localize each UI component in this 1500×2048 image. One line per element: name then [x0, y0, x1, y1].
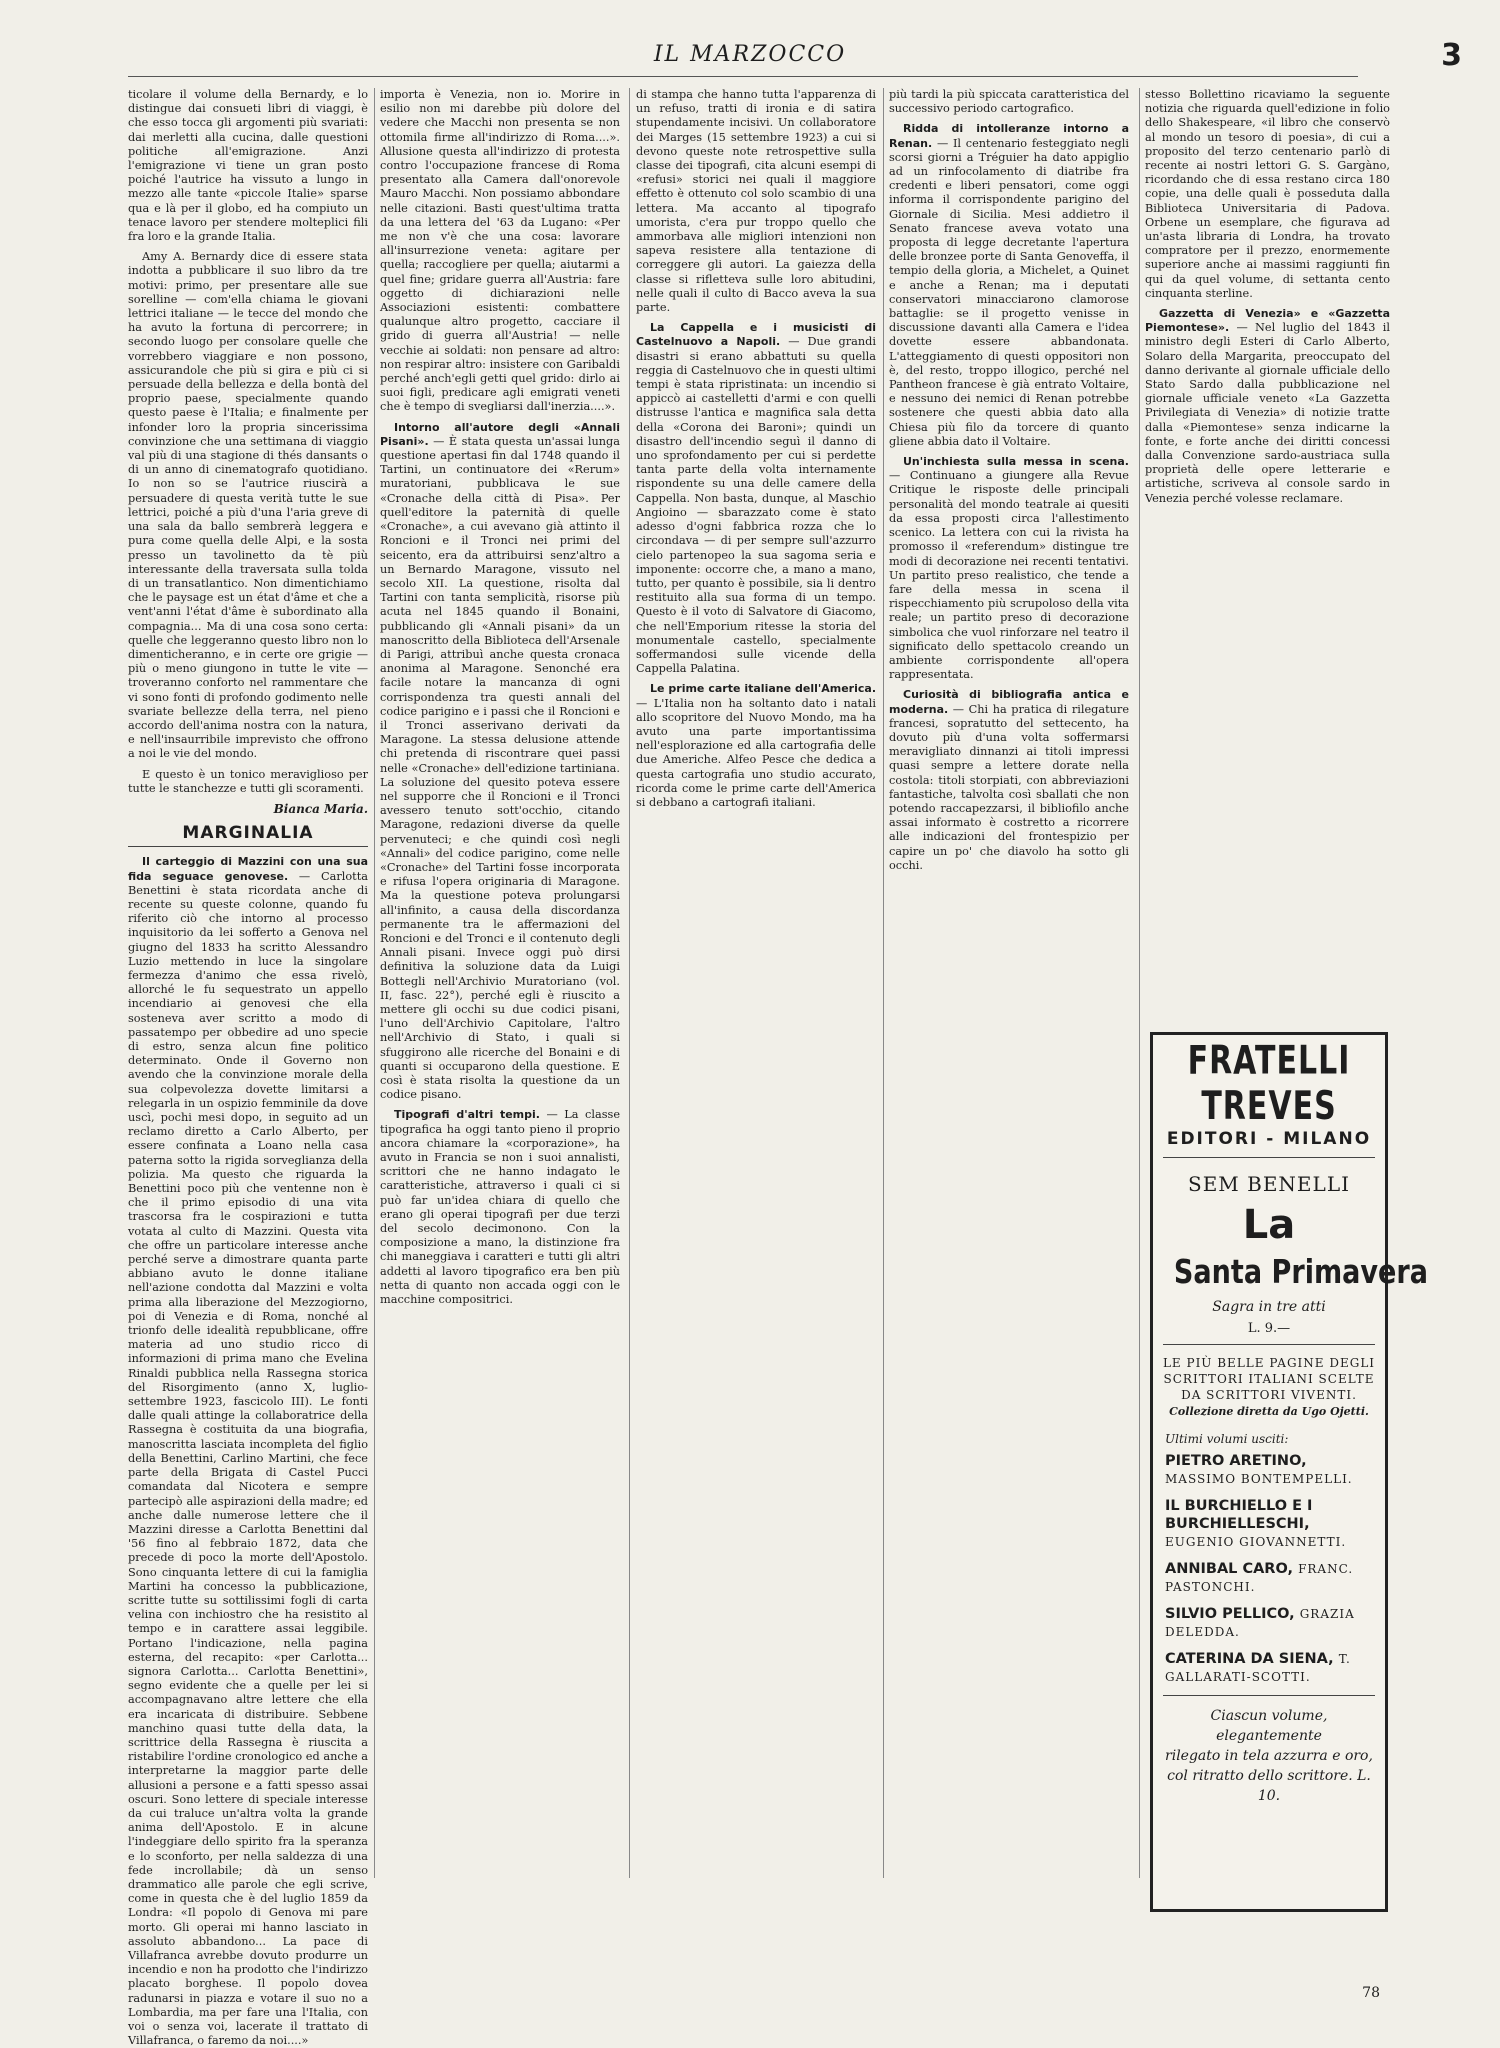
series-title-line: LE PIÙ BELLE PAGINE DEGLI	[1162, 1356, 1376, 1370]
publisher-advertisement	[1150, 1032, 1429, 1912]
volume-editor: FRANC. PASTONCHI.	[1165, 1562, 1354, 1594]
item-text: — Due grandi disastri si erano abbattuti su quella reggia di Castelnuovo che in questi ultimi tempi è stata ripristinata: un incendio si appiccò ai castelletti d'armi e con quelli distrusse l'antica e magnifica sala detta della «Corona dei Baroni»; quindi un disastro dell'incendio seguì il danno di uno sprofondamento per cui si perdette tanta parte della volta internamente rispondente su una delle camere della Cappella. Non basta, dunque, al Maschio Angioino — sbarazzato come è stato adesso d'ogni fabbrica rozza che lo circondava — di per sempre sull'azzurro cielo partenopeo la sua sagoma seria e imponente: occorre che, a mano a mano, tutto, per quanto è possibile, sia li dentro restituito alla sua forma di un tempo. Questo è il voto di Salvatore di Giacomo, che nell'Emporium ritesse la storia del monumentale castello, specialmente soffermandosi sulle vicende della Cappella Palatina.	[636, 335, 876, 676]
item-text: — Continuano a giungere alla Revue Critique le risposte delle principali personalità del mondo teatrale ai quesiti da essa proposti circa l'allestimento scenico. La lettera con cui la rivista ha promosso il «referendum» distingue tre modi di decorazione nei recenti tentativi. Un partito preso realistico, che tende a fare della messa in scena il rispecchiamento più scrupoloso della vita reale; un partito preso di decorazione simbolica che vuol rinforzare nel teatro il significato dello spettacolo creando un ambiente corrispondente all'opera rappresentata.	[889, 469, 1129, 682]
item-text: — La classe tipografica ha oggi tanto pieno il proprio ancora chiamare la «corporazione», ha avuto in Francia se non i suoi annalisti, scrittori che ne hanno indagato le caratteristiche, attraverso i quali ci si può far un'idea chiara di quello che erano gli operai tipografi per due terzi del secolo decimonono. Con la composizione a mano, la distinzione fra chi maneggiava i caratteri e tutti gli altri addetti al lavoro tipografico era ben più netta di quanto non accada oggi con le macchine compositrici.	[380, 1108, 621, 1307]
article-paragraph: ticolare il volume della Bernardy, e lo distingue dai consueti libri di viaggi, è che esso tocca gli argomenti più svariati: dai merletti alla cucina, dalle questioni politiche all'emigrazione. Anzi l'emigrazione vi tiene un gran posto poiché l'autrice ha vissuto a lungo in mezzo alle tante «piccole Italie» sparse qua e là per il globo, ed ha compiuto un tenace lavoro per stendere molteplici fili fra loro e la grande Italia.	[128, 88, 368, 244]
volume-title: CATERINA DA SIENA,	[1165, 1651, 1334, 1667]
column-1	[128, 88, 368, 2048]
item-text: — Il centenario festeggiato negli scorsi giorni a Tréguier ha dato appiglio ad un rinfocolamento di diatribe fra credenti e liberi pensatori, come oggi informa il corrispondente parigino del Giornale di Sicilia. Mesi addietro il Senato francese aveva votato una proposta di legge decretante l'apertura delle bronzee porte di Santa Genoveffa, il tempio della gloria, a Michelet, a Quinet e anche a Renan; ma i deputati conservatori minacciarono clamorose battaglie: se il progetto venisse in discussione davanti alla Camera e l'idea dovette essere abbandonata. L'atteggiamento di questi oppositori non è, del resto, troppo illogico, perché nel Pantheon francese è già entrato Voltaire, e nessuno dei nemici di Renan potrebbe sostenere che questi abbia dato alla Chiesa più filo da torcere di quanto gliene abbia dato il Voltaire.	[889, 136, 1129, 448]
page-number: 3	[1441, 38, 1462, 73]
publisher-city: EDITORI - MILANO	[1166, 1129, 1372, 1149]
ad-genre: Sagra in tre atti	[1212, 1299, 1326, 1315]
item-title: Gazzetta di Venezia» e «Gazzetta Piemontese».	[1145, 307, 1390, 335]
list-item	[1165, 1497, 1373, 1551]
ad-footer-line: rilegato in tela azzurra e oro,	[1165, 1748, 1373, 1764]
header-rule	[128, 76, 1358, 77]
ad-price: L. 9.—	[1247, 1321, 1291, 1336]
series-title-line: DA SCRITTORI VIVENTI.	[1181, 1388, 1357, 1402]
item-title: Curiosità di bibliografia antica e moderna.	[889, 688, 1129, 716]
item-title: Le prime carte italiane dell'America.	[650, 682, 876, 696]
article-signature: Bianca Maria.	[273, 801, 368, 816]
volume-title: IL BURCHIELLO E I BURCHIELLESCHI,	[1165, 1498, 1313, 1532]
ad-footer-line: Ciascun volume, elegantemente	[1210, 1708, 1328, 1744]
list-item	[1165, 1650, 1373, 1686]
article-paragraph: importa è Venezia, non io. Morire in esilio non mi darebbe più dolore del vedere che Macchi non presenta se non ottomila firme all'indirizzo di Roma....». Allusione questa all'indirizzo di protesta contro l'occupazione francese di Roma presentato alla Camera dall'onorevole Mauro Macchi. Non possiamo abbondare nelle citazioni. Basti quest'ultima tratta da una lettera del '63 da Lugano: «Per me non v'è che una cosa: lavorare all'insurrezione veneta: agitare per quella; raccogliere per quella; aiutarmi a quel fine; gridare guerra all'Austria: fare oggetto di dichiarazioni nelle Associazioni esistenti: combattere qualunque altro progetto, cacciare il grido di guerra all'Austria! — nelle vecchie ai soldati: non pensare ad altro: non respirar altro: insistere con Garibaldi perché anch'egli getti quel grido: dirlo ai suoi figli, predicare agli emigrati veneti che è tempo di svegliarsi dall'inerzia....».	[380, 88, 620, 414]
ad-footer-line: col ritratto dello scrittore. L. 10.	[1167, 1768, 1371, 1804]
list-item	[1165, 1560, 1373, 1596]
item-title: Un'inchiesta sulla messa in scena.	[903, 455, 1129, 469]
article-paragraph: più tardi la più spiccata caratteristica del successivo periodo cartografico.	[889, 88, 1129, 116]
article-paragraph: E questo è un tonico meraviglioso per tutte le stanchezze e tutti gli scoramenti.	[128, 767, 368, 795]
item-text: — Nel luglio del 1843 il ministro degli Esteri di Carlo Alberto, Solaro della Margarita, preoccupato del danno derivante al giornale ufficiale dello Stato Sardo dalla pubblicazione nel giornale ufficiale veneto «La Gazzetta Privilegiata di Venezia» di notizie tratte dalla «Piemontese» senza indicarne la fonte, e forte anche dei diritti concessi dalla Convenzione sardo-austriaca sulla proprietà delle opere letterarie e artistiche, scriveva al console sardo in Venezia perché volesse reclamare.	[1145, 321, 1391, 505]
article-paragraph: Amy A. Bernardy dice di essere stata indotta a pubblicare il suo libro da tre motivi: primo, per presentare alle sue sorelline — com'ella chiama le giovani lettrici italiane — le tecce del mondo che ha avuto la fortuna di percorrere; in secondo luogo per consolare quelle che vorrebbero viaggiare e non possono, assicurandole che più si gira e più ci si persuade della bellezza e della bontà del proprio paese, specialmente quando questo paese è l'Italia; e finalmente per infonder loro la propria sincerissima convinzione che una settimana di viaggio val più di una stagione di thés dansants o di un anno di cinematografo quotidiano. Io non so se l'autrice riuscirà a persuadere di questa verità tutte le sue lettrici, poiché a più d'una l'aria greve di una sala da ballo sembrerà leggera e pura come quella delle Alpi, e la sosta presso un tavolinetto da tè più interessante della traversata sulla tolda di un transatlantico. Non dimentichiamo che le paysage est un état d'âme et che a vent'anni l'état d'âme è subordinato alla compagnia... Ma di una cosa sono certa: quelle che leggeranno questo libro non lo dimenticheranno, e in certe ore grigie — più o meno giungono in tutte le vite — troveranno conforto nel rammentare che vi sono fonti di profondo godimento nelle svariate bellezze della terra, nel pieno accordo dell'anima nostra con la natura, e nell'insaurribile imprevisto che offrono a noi le vie del mondo.	[128, 250, 368, 761]
volume-editor: MASSIMO BONTEMPELLI.	[1165, 1472, 1353, 1486]
column-divider	[374, 88, 375, 1878]
item-text: — Chi ha pratica di rilegature francesi, sopratutto del settecento, ha dovuto più d'una volta soffermarsi meravigliato dinnanzi ai titoli impressi quasi sempre a lettere dorate nella costola: titoli storpiati, con abbreviazioni fantastiche, talvolta così sballati che non potendo raccapezzarsi, il bibliofilo anche assai informato è costretto a ricorrere alle indicazioni del frontespizio per capire un po' che diavolo ha sotto gli occhi.	[889, 702, 1129, 872]
ad-work-title: Santa Primavera	[1173, 1252, 1429, 1291]
ad-work-title: La	[1242, 1202, 1296, 1248]
column-5	[1145, 88, 1390, 1018]
list-item	[1165, 1605, 1373, 1641]
item-title: Tipografi d'altri tempi.	[394, 1108, 540, 1122]
publisher-name: FRATELLI TREVES	[1187, 1038, 1351, 1130]
column-2	[380, 88, 620, 1878]
ad-rule	[1163, 1695, 1375, 1696]
newspaper-title: IL MARZOCCO	[653, 42, 847, 67]
article-paragraph: di stampa che hanno tutta l'apparenza di un refuso, tratti di ironia e di satira stupendamente incisivi. Un collaboratore dei Marges (15 settembre 1923) a cui si devono queste note retrospettive sulla classe dei tipografi, cita alcuni esempi di «refusi» storici nei quali il maggiore effetto è ottenuto col solo scambio di una lettera. Ma accanto al tipografo umorista, c'era pur troppo quello che ammorbava alle migliori intenzioni non sapeva resistere alla tentazione di correggere gli autori. La gaiezza della classe si rifletteva sulle loro abitudini, nelle quali il culto di Bacco aveva la sua parte.	[636, 88, 876, 315]
column-divider	[629, 88, 630, 1878]
column-3	[636, 88, 876, 1878]
item-text: — Carlotta Benettini è stata ricordata anche di recente su queste colonne, quando fu riferito ciò che intorno al processo inquisitorio da lei sofferto a Genova nel giugno del 1833 ha scritto Alessandro Luzio mettendo in luce la singolare fermezza d'animo che essa rivelò, allorché le fu sequestrato un appello incendiario ai genovesi che ella sosteneva aver scritto a modo di passatempo per obbedire ad uno specie di estro, senza alcun fine politico determinato. Onde il Governo non avendo che la convinzione morale della sua colpevolezza dovette limitarsi a relegarla in un ospizio femminile da dove uscì, pochi mesi dopo, in seguito ad un reclamo diretto a Carlo Alberto, per essere confinata a Loano nella casa paterna sotto la rigida sorveglianza della polizia. Ma questo che riguarda la Benettini poco più che ventenne non è che il primo episodio di una vita trascorsa fra le cospirazioni e tutta votata al culto di Mazzini. Questa vita che offre un particolare interesse anche perché serve a dimostrare quanta parte abbiano avuto le donne italiane nell'azione condotta dal Mazzini e volta prima alla liberazione del Mezzogiorno, poi di Venezia e di Roma, nonché al trionfo delle idealità repubblicane, offre materia ad uno studio ricco di informazioni di prima mano che Evelina Rinaldi pubblica nella Rassegna storica del Risorgimento (anno X, luglio-settembre 1923, fascicolo III). Le fonti dalle quali attinge la collaboratrice della Rassegna è costituita da una biografia, manoscritta lasciata incompleta del figlio della Benettini, Carlino Martini, che fece parte della Brigata di Castel Pucci comandata dal Nicotera e sempre partecipò alle aspirazioni della madre; ed anche dalle numerose lettere che il Mazzini diresse a Carlotta Benettini dal '56 fino al febbraio 1872, data che precede di poco la morte dell'Apostolo. Sono cinquanta lettere di cui la famiglia Martini ha concesso la pubblicazione, scritte tutte su sottilissimi fogli di carta velina con inchiostro che ha resistito al tempo e in carattere assai leggibile. Portano l'indicazione, nella pagina esterna, del recapito: «per Carlotta... signora Carlotta... Carlotta Benettini», segno evidente che a quelle per lei si accompagnavano altre lettere che ella era incaricata di distribuire. Sebbene manchino quasi tutte della data, la scrittrice della Rassegna è riuscita a ristabilire l'ordine cronologico ed anche a interpretarne la maggior parte delle allusioni a persone e a fatti spesso assai oscuri. Sono lettere di speciale interesse da cui traluce un'altra volta la grande anima dell'Apostolo. E in alcune l'indeggiare dello spirito fra la speranza e lo sconforto, per nella saldezza di una fede incrollabile; dà un senso drammatico alle parole che egli scrive, come in questa che è del luglio 1859 da Londra: «Il popolo di Genova mi pare morto. Gli operai mi hanno lasciato in assoluto abbandono... La pace di Villafranca avrebbe dovuto produrre un incendio e non ha prodotto che l'indirizzo placato borghese. Il popolo dovea radunarsi in piazza e votare il suo no a Lombardia, ma per fare una l'Italia, con voi o senza voi, lacerate il trattato di Villafranca, o faremo da noi....»	[128, 869, 368, 2048]
item-title: Ridda di intolleranze intorno a Renan.	[889, 122, 1129, 150]
ad-rule	[1163, 1344, 1375, 1345]
ad-author: SEM BENELLI	[1188, 1172, 1350, 1196]
section-rule	[128, 846, 368, 847]
item-title: Il carteggio di Mazzini con una sua fida seguace genovese.	[128, 855, 368, 883]
item-title: La Cappella e i musicisti di Castelnuovo a Napoli.	[636, 321, 876, 349]
article-paragraph: stesso Bollettino ricaviamo la seguente notizia che riguarda quell'edizione in folio dello Shakespeare, «il libro che conservò al mondo un tesoro di poesia», di cui a proposito del terzo centenario parlò di recente ai nostri lettori G. S. Gargàno, ricordando che di essa restano circa 180 copie, una delle quali è posseduta dalla Biblioteca Universitaria di Padova. Orbene un esemplare, che figurava ad un'asta libraria di Londra, ha trovato compratore per il prezzo, enormemente superiore anche ai massimi raggiunti fin qui da quel volume, di settanta cento cinquanta sterline.	[1145, 88, 1390, 300]
volume-list	[1153, 1452, 1385, 1686]
item-title: Intorno all'autore degli «Annali Pisani».	[380, 420, 620, 448]
ad-rule	[1163, 1157, 1375, 1158]
ad-footer	[1153, 1706, 1385, 1806]
section-heading: MARGINALIA	[182, 823, 314, 844]
list-item	[1165, 1452, 1373, 1488]
series-director: Collezione diretta da Ugo Ojetti.	[1169, 1405, 1369, 1418]
volume-editor: GRAZIA DELEDDA.	[1165, 1607, 1355, 1639]
latest-volumes-label: Ultimi volumi usciti:	[1165, 1432, 1289, 1446]
item-text: — È stata questa un'assai lunga questione apertasi fin dal 1748 quando il Tartini, un continuatore dei «Rerum» muratoriani, pubblicava le sue «Cronache della città di Pisa». Per quell'editore la paternità di quelle «Cronache», a cui avevano già attinto il Roncioni e il Tronci nei primi del seicento, era da attribuirsi senz'altro a un Bernardo Maragone, vissuto nel secolo XII. La questione, risolta dal Tartini con tanta semplicità, risorse più acuta nel 1845 quando il Bonaini, pubblicando gli «Annali pisani» da un manoscritto della Biblioteca dell'Arsenale di Parigi, attribuì anche questa cronaca anonima al Maragone. Senonché era facile notare la mancanza di ogni corrispondenza tra questi annali del codice parigino e i passi che il Roncioni e il Tronci asserivano derivati da Maragone. La stessa delusione attende chi pretenda di riscontrare quei passi nelle «Cronache» dell'edizione tartiniana. La soluzione del quesito poteva essere nel supporre che il Roncioni e il Tronci avessero tenuto sott'occhio, citando Maragone, redazioni diverse da quelle pervenuteci; e che quindi così negli «Annali» del codice parigino, come nelle «Cronache» del Tartini fosse incorporata e rifusa l'opera originaria di Maragone. Ma la questione poteva prolungarsi all'infinito, a causa della discordanza permanente tra le affermazioni del Roncioni e del Tronci e il contenuto degli Annali pisani. Invece oggi può dirsi definitiva la soluzione data da Luigi Bottegli nell'Archivio Muratoriano (vol. II, fasc. 22°), perché egli è riuscito a mettere gli occhi su due codici pisani, l'uno dell'Archivio Capitolare, l'altro nell'Archivio di Stato, i quali si sfuggirono alle ricerche del Bonaini e di quanti si occuparono della questione. E così è stata risolta la questione da un codice pisano.	[380, 434, 621, 1102]
column-4	[889, 88, 1129, 1878]
volume-title: ANNIBAL CARO,	[1165, 1561, 1293, 1577]
volume-editor: EUGENIO GIOVANNETTI.	[1165, 1535, 1347, 1549]
footer-mark: 78	[1362, 1985, 1380, 2001]
volume-editor: T. GALLARATI-SCOTTI.	[1165, 1652, 1351, 1684]
volume-title: PIETRO ARETINO,	[1165, 1453, 1307, 1469]
volume-title: SILVIO PELLICO,	[1165, 1606, 1295, 1622]
page-header	[0, 38, 1500, 78]
series-title-line: SCRITTORI ITALIANI SCELTE	[1163, 1372, 1375, 1386]
item-text: — L'Italia non ha soltanto dato i natali allo scopritore del Nuovo Mondo, ma ha avuto una parte importantissima nell'esplorazione ed alla cartografia delle due Americhe. Alfeo Pesce che dedica a questa cartografia uno studio accurato, ricorda come le prime carte dell'America si debbano a cartografi italiani.	[636, 696, 876, 809]
column-divider	[1139, 88, 1140, 1878]
series-title	[1153, 1355, 1385, 1403]
column-divider	[883, 88, 884, 1878]
